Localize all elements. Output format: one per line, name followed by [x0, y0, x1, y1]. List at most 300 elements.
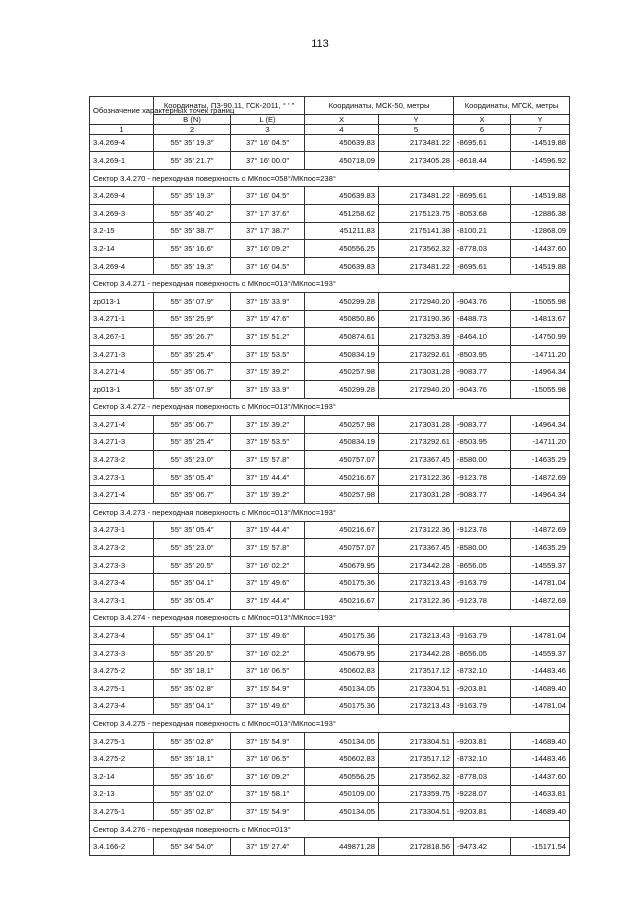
mgsk-y-cell: -14596.92 — [511, 152, 570, 170]
table-row — [90, 310, 570, 328]
longitude-cell: 37° 15′ 49.6″ — [231, 574, 305, 592]
msk-x-cell: 450216.67 — [305, 468, 379, 486]
point-id-cell: 3.4.271-4 — [90, 486, 154, 504]
msk-y-cell: 2173213.43 — [379, 627, 454, 645]
mgsk-x-cell: -9228.07 — [454, 785, 511, 803]
mgsk-y-cell: -14519.88 — [511, 187, 570, 205]
table-row — [90, 644, 570, 662]
msk-y-cell: 2173367.45 — [379, 539, 454, 557]
sector-title: Сектор 3.4.270 - переходная поверхность с МКпос=058°/МКпос=238° — [90, 169, 570, 187]
msk-y-cell: 2173442.28 — [379, 644, 454, 662]
column-number: 6 — [454, 124, 511, 134]
msk-y-cell: 2173442.28 — [379, 556, 454, 574]
header-b-column: B (N) — [154, 114, 231, 124]
latitude-cell: 55° 35′ 06.7″ — [154, 486, 231, 504]
point-id-cell: 3.4.273-2 — [90, 539, 154, 557]
mgsk-x-cell: -8695.61 — [454, 187, 511, 205]
latitude-cell: 55° 35′ 19.3″ — [154, 187, 231, 205]
latitude-cell: 55° 35′ 02.8″ — [154, 680, 231, 698]
point-id-cell: 3.4.271-1 — [90, 310, 154, 328]
point-id-cell: 3.4.271-4 — [90, 363, 154, 381]
msk-x-cell: 450602.83 — [305, 750, 379, 768]
msk-x-cell: 450556.25 — [305, 767, 379, 785]
mgsk-x-cell: -9123.78 — [454, 521, 511, 539]
table-header — [90, 97, 570, 135]
mgsk-y-cell: -14689.40 — [511, 732, 570, 750]
msk-y-cell: 2175123.75 — [379, 204, 454, 222]
mgsk-x-cell: -8488.73 — [454, 310, 511, 328]
longitude-cell: 37° 15′ 39.2″ — [231, 363, 305, 381]
table-row — [90, 539, 570, 557]
msk-y-cell: 2173292.61 — [379, 345, 454, 363]
mgsk-y-cell: -14781.04 — [511, 627, 570, 645]
mgsk-y-cell: -15055.98 — [511, 292, 570, 310]
mgsk-x-cell: -8656.05 — [454, 556, 511, 574]
table-row — [90, 556, 570, 574]
longitude-cell: 37° 16′ 09.2″ — [231, 240, 305, 258]
mgsk-y-cell: -14483.46 — [511, 750, 570, 768]
msk-x-cell: 450216.67 — [305, 521, 379, 539]
msk-y-cell: 2173031.28 — [379, 486, 454, 504]
latitude-cell: 55° 35′ 07.9″ — [154, 292, 231, 310]
latitude-cell: 55° 35′ 23.0″ — [154, 539, 231, 557]
longitude-cell: 37° 16′ 09.2″ — [231, 767, 305, 785]
longitude-cell: 37° 15′ 44.4″ — [231, 592, 305, 610]
msk-y-cell: 2173481.22 — [379, 257, 454, 275]
msk-x-cell: 450639.83 — [305, 134, 379, 152]
msk-y-cell: 2173517.12 — [379, 750, 454, 768]
point-id-cell: 3.4.271-3 — [90, 433, 154, 451]
latitude-cell: 55° 34′ 54.0″ — [154, 838, 231, 856]
mgsk-x-cell: -9203.81 — [454, 803, 511, 821]
longitude-cell: 37° 16′ 04.5″ — [231, 187, 305, 205]
mgsk-x-cell: -9163.79 — [454, 574, 511, 592]
msk-y-cell: 2172818.56 — [379, 838, 454, 856]
latitude-cell: 55° 35′ 05.4″ — [154, 468, 231, 486]
latitude-cell: 55° 35′ 06.7″ — [154, 363, 231, 381]
mgsk-y-cell: -14635.29 — [511, 539, 570, 557]
longitude-cell: 37° 15′ 49.6″ — [231, 627, 305, 645]
msk-y-cell: 2175141.38 — [379, 222, 454, 240]
longitude-cell: 37° 16′ 06.5″ — [231, 750, 305, 768]
msk-y-cell: 2173122.36 — [379, 592, 454, 610]
longitude-cell: 37° 15′ 49.6″ — [231, 697, 305, 715]
msk-x-cell: 450175.36 — [305, 627, 379, 645]
msk-x-cell: 450850.86 — [305, 310, 379, 328]
mgsk-y-cell: -12886.38 — [511, 204, 570, 222]
table-row — [90, 292, 570, 310]
point-id-cell: 3.4.275-2 — [90, 662, 154, 680]
mgsk-y-cell: -12868.09 — [511, 222, 570, 240]
column-number: 4 — [305, 124, 379, 134]
table-row — [90, 838, 570, 856]
msk-x-cell: 450257.98 — [305, 416, 379, 434]
msk-x-cell: 450757.07 — [305, 539, 379, 557]
longitude-cell: 37° 15′ 53.5″ — [231, 345, 305, 363]
longitude-cell: 37° 16′ 04.5″ — [231, 257, 305, 275]
msk-x-cell: 450257.98 — [305, 363, 379, 381]
msk-x-cell: 450134.05 — [305, 803, 379, 821]
table-row — [90, 750, 570, 768]
table-row — [90, 328, 570, 346]
mgsk-y-cell: -14483.46 — [511, 662, 570, 680]
msk-x-cell: 450556.25 — [305, 240, 379, 258]
header-l-column: L (E) — [231, 114, 305, 124]
msk-x-cell: 450639.83 — [305, 187, 379, 205]
sector-row — [90, 820, 570, 838]
msk-x-cell: 450874.61 — [305, 328, 379, 346]
longitude-cell: 37° 16′ 02.2″ — [231, 556, 305, 574]
longitude-cell: 37° 16′ 04.5″ — [231, 134, 305, 152]
mgsk-x-cell: -9083.77 — [454, 486, 511, 504]
mgsk-x-cell: -8778.03 — [454, 240, 511, 258]
table-row — [90, 785, 570, 803]
msk-x-cell: 450109.00 — [305, 785, 379, 803]
point-id-cell: 3.4.273-1 — [90, 521, 154, 539]
table-row — [90, 134, 570, 152]
mgsk-x-cell: -9083.77 — [454, 363, 511, 381]
msk-y-cell: 2173213.43 — [379, 697, 454, 715]
msk-y-cell: 2173292.61 — [379, 433, 454, 451]
latitude-cell: 55° 35′ 04.1″ — [154, 627, 231, 645]
msk-x-cell: 450602.83 — [305, 662, 379, 680]
msk-y-cell: 2173481.22 — [379, 134, 454, 152]
msk-x-cell: 449871.28 — [305, 838, 379, 856]
longitude-cell: 37° 15′ 54.9″ — [231, 732, 305, 750]
mgsk-y-cell: -14750.99 — [511, 328, 570, 346]
msk-y-cell: 2173562.32 — [379, 240, 454, 258]
mgsk-x-cell: -9043.76 — [454, 380, 511, 398]
point-id-cell: 3.4.269-4 — [90, 257, 154, 275]
sector-row — [90, 275, 570, 293]
latitude-cell: 55° 35′ 04.1″ — [154, 697, 231, 715]
table-row — [90, 662, 570, 680]
mgsk-y-cell: -14559.37 — [511, 644, 570, 662]
mgsk-x-cell: -8618.44 — [454, 152, 511, 170]
msk-y-cell: 2173213.43 — [379, 574, 454, 592]
sector-row — [90, 609, 570, 627]
msk-y-cell: 2173405.28 — [379, 152, 454, 170]
point-id-cell: 3.4.273-4 — [90, 627, 154, 645]
mgsk-y-cell: -14872.69 — [511, 592, 570, 610]
msk-y-cell: 2173304.51 — [379, 680, 454, 698]
table-row — [90, 803, 570, 821]
point-id-cell: 3.4.273-1 — [90, 592, 154, 610]
longitude-cell: 37° 15′ 44.4″ — [231, 521, 305, 539]
mgsk-y-cell: -14635.29 — [511, 451, 570, 469]
sector-row — [90, 398, 570, 416]
table-row — [90, 732, 570, 750]
msk-y-cell: 2173359.75 — [379, 785, 454, 803]
latitude-cell: 55° 35′ 16.6″ — [154, 767, 231, 785]
mgsk-y-cell: -14781.04 — [511, 574, 570, 592]
mgsk-y-cell: -14437.60 — [511, 240, 570, 258]
header-y2-column: Y — [511, 114, 570, 124]
latitude-cell: 55° 35′ 21.7″ — [154, 152, 231, 170]
longitude-cell: 37° 15′ 51.2″ — [231, 328, 305, 346]
msk-x-cell: 450299.28 — [305, 380, 379, 398]
sector-title: Сектор 3.4.272 - переходная поверхность с МКпос=013°/МКпос=193° — [90, 398, 570, 416]
column-number: 7 — [511, 124, 570, 134]
header-pz-group: Координаты, ПЗ-90.11, ГСК-2011, ° ′ ″ — [154, 97, 305, 115]
point-id-cell: 3.4.269-4 — [90, 187, 154, 205]
msk-x-cell: 450134.05 — [305, 680, 379, 698]
msk-x-cell: 451211.83 — [305, 222, 379, 240]
msk-x-cell: 450175.36 — [305, 697, 379, 715]
table-row — [90, 627, 570, 645]
latitude-cell: 55° 35′ 26.7″ — [154, 328, 231, 346]
mgsk-y-cell: -15171.54 — [511, 838, 570, 856]
mgsk-x-cell: -8580.00 — [454, 451, 511, 469]
longitude-cell: 37° 15′ 44.4″ — [231, 468, 305, 486]
mgsk-x-cell: -9083.77 — [454, 416, 511, 434]
msk-y-cell: 2173031.28 — [379, 416, 454, 434]
table-row — [90, 451, 570, 469]
mgsk-x-cell: -8695.61 — [454, 134, 511, 152]
page-number: 113 — [311, 38, 329, 50]
header-msk-group: Координаты, МСК-50, метры — [305, 97, 454, 115]
table-row — [90, 433, 570, 451]
point-id-cell: 3.4.273-4 — [90, 697, 154, 715]
header-mgsk-group: Координаты, МГСК, метры — [454, 97, 570, 115]
longitude-cell: 37° 15′ 33.9″ — [231, 292, 305, 310]
sector-row — [90, 169, 570, 187]
longitude-cell: 37° 15′ 58.1″ — [231, 785, 305, 803]
mgsk-x-cell: -8656.05 — [454, 644, 511, 662]
latitude-cell: 55° 35′ 25.4″ — [154, 433, 231, 451]
longitude-cell: 37° 15′ 39.2″ — [231, 416, 305, 434]
mgsk-x-cell: -8053.68 — [454, 204, 511, 222]
msk-x-cell: 451258.62 — [305, 204, 379, 222]
longitude-cell: 37° 15′ 53.5″ — [231, 433, 305, 451]
point-id-cell: 3.4.273-3 — [90, 556, 154, 574]
mgsk-x-cell: -8100.21 — [454, 222, 511, 240]
sector-title: Сектор 3.4.275 - переходная поверхность с МКпос=013°/МКпос=193° — [90, 715, 570, 733]
column-number: 5 — [379, 124, 454, 134]
mgsk-y-cell: -14964.34 — [511, 486, 570, 504]
latitude-cell: 55° 35′ 16.6″ — [154, 240, 231, 258]
msk-y-cell: 2173190.36 — [379, 310, 454, 328]
point-id-cell: 3.4.275-1 — [90, 803, 154, 821]
point-id-cell: 3.4.269-4 — [90, 134, 154, 152]
mgsk-y-cell: -14781.04 — [511, 697, 570, 715]
mgsk-x-cell: -8778.03 — [454, 767, 511, 785]
longitude-cell: 37° 15′ 54.9″ — [231, 803, 305, 821]
longitude-cell: 37° 17′ 38.7″ — [231, 222, 305, 240]
longitude-cell: 37° 15′ 57.8″ — [231, 539, 305, 557]
latitude-cell: 55° 35′ 06.7″ — [154, 416, 231, 434]
table-row — [90, 521, 570, 539]
table-row — [90, 486, 570, 504]
column-number: 3 — [231, 124, 305, 134]
point-id-cell: 3.2-14 — [90, 240, 154, 258]
table-row — [90, 767, 570, 785]
msk-x-cell: 450757.07 — [305, 451, 379, 469]
latitude-cell: 55° 35′ 02.8″ — [154, 803, 231, 821]
table-row — [90, 592, 570, 610]
header-x2-column: X — [454, 114, 511, 124]
point-id-cell: 3.4.269-3 — [90, 204, 154, 222]
header-x-column: X — [305, 114, 379, 124]
sector-title: Сектор 3.4.276 - переходная поверхность с МКпос=013° — [90, 820, 570, 838]
latitude-cell: 55° 35′ 19.3″ — [154, 257, 231, 275]
longitude-cell: 37° 15′ 39.2″ — [231, 486, 305, 504]
table-row — [90, 468, 570, 486]
mgsk-x-cell: -9473.42 — [454, 838, 511, 856]
sector-row — [90, 715, 570, 733]
mgsk-y-cell: -14519.88 — [511, 134, 570, 152]
table-row — [90, 574, 570, 592]
mgsk-x-cell: -8580.00 — [454, 539, 511, 557]
longitude-cell: 37° 15′ 57.8″ — [231, 451, 305, 469]
longitude-cell: 37° 17′ 37.6″ — [231, 204, 305, 222]
latitude-cell: 55° 35′ 20.5″ — [154, 556, 231, 574]
latitude-cell: 55° 35′ 40.2″ — [154, 204, 231, 222]
mgsk-y-cell: -14519.88 — [511, 257, 570, 275]
point-id-cell: 3.4.271-4 — [90, 416, 154, 434]
msk-y-cell: 2172940.20 — [379, 292, 454, 310]
longitude-cell: 37° 15′ 54.9″ — [231, 680, 305, 698]
latitude-cell: 55° 35′ 18.1″ — [154, 750, 231, 768]
msk-x-cell: 450134.05 — [305, 732, 379, 750]
msk-x-cell: 450216.67 — [305, 592, 379, 610]
latitude-cell: 55° 35′ 19.3″ — [154, 134, 231, 152]
header-y-column: Y — [379, 114, 454, 124]
mgsk-x-cell: -9043.76 — [454, 292, 511, 310]
latitude-cell: 55° 35′ 25.9″ — [154, 310, 231, 328]
latitude-cell: 55° 35′ 02.8″ — [154, 732, 231, 750]
mgsk-x-cell: -9123.78 — [454, 468, 511, 486]
point-id-cell: 3.4.271-3 — [90, 345, 154, 363]
msk-x-cell: 450834.19 — [305, 433, 379, 451]
msk-y-cell: 2173562.32 — [379, 767, 454, 785]
table-row — [90, 416, 570, 434]
latitude-cell: 55° 35′ 05.4″ — [154, 521, 231, 539]
msk-y-cell: 2173481.22 — [379, 187, 454, 205]
msk-y-cell: 2173253.39 — [379, 328, 454, 346]
point-id-cell: 3.2-15 — [90, 222, 154, 240]
point-id-cell: 3.4.273-2 — [90, 451, 154, 469]
msk-y-cell: 2173304.51 — [379, 732, 454, 750]
point-id-cell: 3.4.275-2 — [90, 750, 154, 768]
mgsk-y-cell: -14872.69 — [511, 468, 570, 486]
latitude-cell: 55° 35′ 04.1″ — [154, 574, 231, 592]
sector-title: Сектор 3.4.274 - переходная поверхность с МКпос=013°/МКпос=193° — [90, 609, 570, 627]
latitude-cell: 55° 35′ 38.7″ — [154, 222, 231, 240]
msk-y-cell: 2172940.20 — [379, 380, 454, 398]
mgsk-y-cell: -14964.34 — [511, 416, 570, 434]
longitude-cell: 37° 16′ 00.0″ — [231, 152, 305, 170]
table-row — [90, 345, 570, 363]
table-row — [90, 222, 570, 240]
mgsk-y-cell: -14711.20 — [511, 345, 570, 363]
table-row — [90, 240, 570, 258]
table-row — [90, 204, 570, 222]
coordinates-table — [89, 96, 570, 856]
msk-x-cell: 450257.98 — [305, 486, 379, 504]
table-body — [90, 134, 570, 855]
msk-y-cell: 2173122.36 — [379, 468, 454, 486]
longitude-cell: 37° 16′ 02.2″ — [231, 644, 305, 662]
msk-x-cell: 450679.95 — [305, 556, 379, 574]
longitude-cell: 37° 15′ 47.6″ — [231, 310, 305, 328]
point-id-cell: 3.2-13 — [90, 785, 154, 803]
table-row — [90, 152, 570, 170]
point-id-cell: 3.4.273-3 — [90, 644, 154, 662]
point-id-cell: 3.2-14 — [90, 767, 154, 785]
msk-y-cell: 2173517.12 — [379, 662, 454, 680]
point-id-cell: 3.4.273-1 — [90, 468, 154, 486]
latitude-cell: 55° 35′ 18.1″ — [154, 662, 231, 680]
point-id-cell: 3.4.267-1 — [90, 328, 154, 346]
mgsk-y-cell: -14689.40 — [511, 803, 570, 821]
latitude-cell: 55° 35′ 25.4″ — [154, 345, 231, 363]
point-id-cell: 3.4.275-1 — [90, 680, 154, 698]
mgsk-x-cell: -8503.95 — [454, 345, 511, 363]
msk-x-cell: 450299.28 — [305, 292, 379, 310]
table-row — [90, 187, 570, 205]
longitude-cell: 37° 15′ 33.9″ — [231, 380, 305, 398]
mgsk-x-cell: -9123.78 — [454, 592, 511, 610]
table-row — [90, 697, 570, 715]
point-id-cell: zp013-1 — [90, 380, 154, 398]
mgsk-y-cell: -14689.40 — [511, 680, 570, 698]
mgsk-y-cell: -15055.98 — [511, 380, 570, 398]
table-row — [90, 680, 570, 698]
mgsk-x-cell: -8732.10 — [454, 662, 511, 680]
point-id-cell: zp013-1 — [90, 292, 154, 310]
msk-y-cell: 2173367.45 — [379, 451, 454, 469]
mgsk-y-cell: -14813.67 — [511, 310, 570, 328]
mgsk-y-cell: -14872.69 — [511, 521, 570, 539]
point-id-cell: 3.4.269-1 — [90, 152, 154, 170]
mgsk-y-cell: -14711.20 — [511, 433, 570, 451]
header-point-designation: Обозначение характерных точек границ — [90, 97, 154, 125]
mgsk-x-cell: -9163.79 — [454, 697, 511, 715]
mgsk-x-cell: -8695.61 — [454, 257, 511, 275]
mgsk-x-cell: -9203.81 — [454, 680, 511, 698]
table-row — [90, 257, 570, 275]
latitude-cell: 55° 35′ 07.9″ — [154, 380, 231, 398]
point-id-cell: 3.4.273-4 — [90, 574, 154, 592]
mgsk-y-cell: -14633.81 — [511, 785, 570, 803]
msk-x-cell: 450639.83 — [305, 257, 379, 275]
column-number: 1 — [90, 124, 154, 134]
msk-x-cell: 450834.19 — [305, 345, 379, 363]
latitude-cell: 55° 35′ 05.4″ — [154, 592, 231, 610]
sector-row — [90, 504, 570, 522]
latitude-cell: 55° 35′ 20.5″ — [154, 644, 231, 662]
mgsk-x-cell: -9163.79 — [454, 627, 511, 645]
msk-y-cell: 2173031.28 — [379, 363, 454, 381]
latitude-cell: 55° 35′ 23.0″ — [154, 451, 231, 469]
mgsk-x-cell: -8732.10 — [454, 750, 511, 768]
latitude-cell: 55° 35′ 02.0″ — [154, 785, 231, 803]
mgsk-x-cell: -8503.95 — [454, 433, 511, 451]
msk-x-cell: 450679.95 — [305, 644, 379, 662]
mgsk-y-cell: -14559.37 — [511, 556, 570, 574]
sector-title: Сектор 3.4.273 - переходная поверхность с МКпос=013°/МКпос=193° — [90, 504, 570, 522]
msk-y-cell: 2173122.36 — [379, 521, 454, 539]
mgsk-y-cell: -14964.34 — [511, 363, 570, 381]
sector-title: Сектор 3.4.271 - переходная поверхность с МКпос=013°/МКпос=193° — [90, 275, 570, 293]
mgsk-x-cell: -9203.81 — [454, 732, 511, 750]
msk-x-cell: 450175.36 — [305, 574, 379, 592]
column-number: 2 — [154, 124, 231, 134]
point-id-cell: 3.4.275-1 — [90, 732, 154, 750]
msk-y-cell: 2173304.51 — [379, 803, 454, 821]
table-row — [90, 380, 570, 398]
